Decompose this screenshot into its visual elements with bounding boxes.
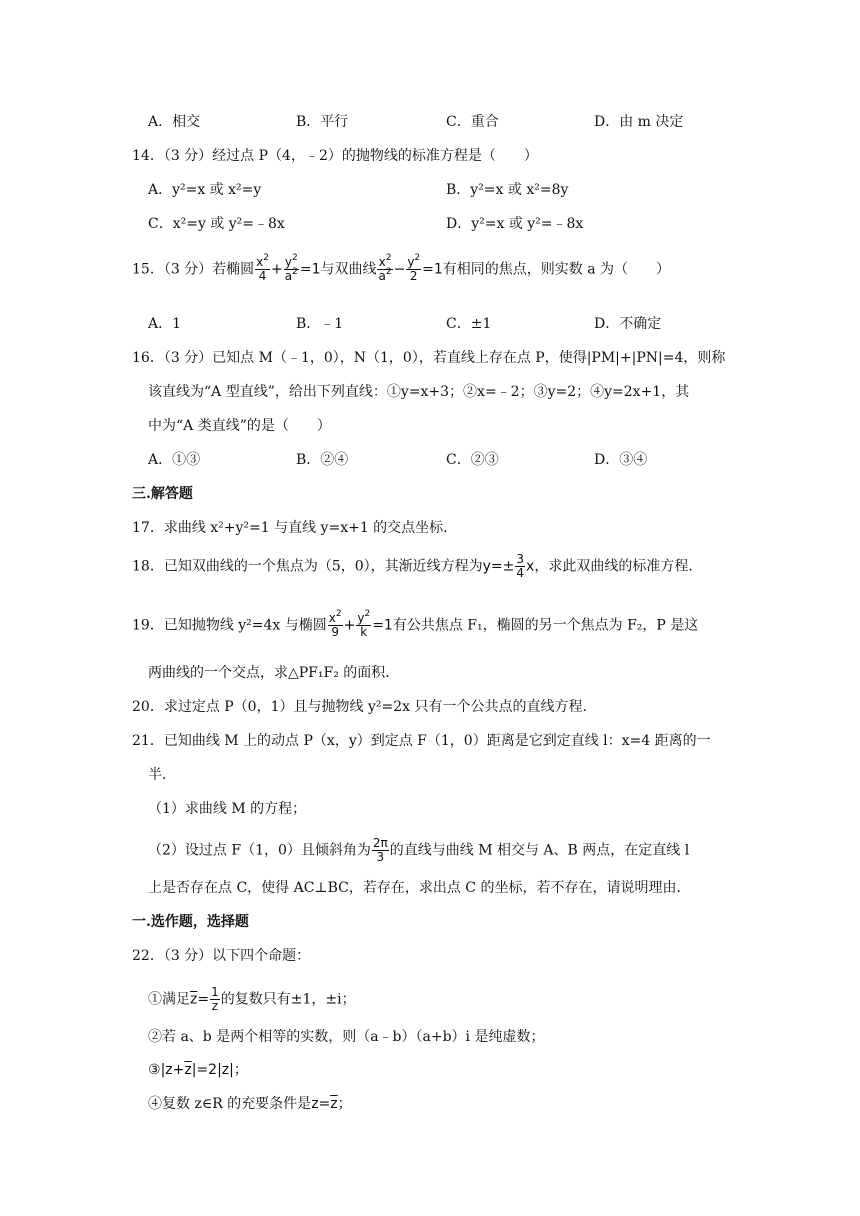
q22-item3: $③|z+\overline{z}|=2|z|$； <box>148 1062 248 1078</box>
q21-line3: 上是否存在点 C，使得 AC⊥BC，若存在，求出点 C 的坐标，若不存在，请说明理由． <box>148 880 691 896</box>
q14-stem: 14．（3 分）经过点 P（4，﹣2）的抛物线的标准方程是（ ） <box>132 148 538 164</box>
ellipse-y-term: $\frac{y^2}{a^2}$ <box>284 253 298 283</box>
q15-mid: 与双曲线 <box>320 261 377 278</box>
q16-line3: 中为“A 类直线”的是（ ） <box>148 418 331 434</box>
q13-option-b: B．平行 <box>296 114 349 130</box>
q15-option-c: C．±1 <box>446 316 492 332</box>
q13-option-d: D．由 m 决定 <box>594 114 684 130</box>
q19-suffix: 有公共焦点 F₁，椭圆的另一个焦点为 F₂，P 是这 <box>392 617 699 634</box>
q16-line2: 该直线为“A 型直线”，给出下列直线：①y=x+3；②x=﹣2；③y=2；④y=2x+1，其 <box>148 384 690 400</box>
q22-item4: ④复数 z∈R 的充要条件是$z=\overline{z}$； <box>148 1096 352 1112</box>
q21-line2: 半． <box>148 767 176 783</box>
q16-option-b: B．②④ <box>296 452 349 468</box>
q19-line2: 两曲线的一个交点，求△PF₁F₂ 的面积． <box>148 665 400 681</box>
q22-item1: ①满足$\overline{z}=$ $\frac{1}{z}$ 的复数只有±1，±i； <box>148 985 356 1013</box>
q15-option-d: D．不确定 <box>594 316 662 332</box>
reciprocal-z: $\frac{1}{z}$ <box>211 985 219 1013</box>
section-heading-optional: 一.选作题，选择题 <box>132 914 249 930</box>
q21-line1: 21．已知曲线 M 上的动点 P（x，y）到定点 F（1，0）距离是它到定直线 l：x=4 距离的一 <box>132 733 711 749</box>
q22-stem: 22．（3 分）以下四个命题： <box>132 948 311 964</box>
q22-item4-prefix: ④复数 z∈R 的充要条件是 <box>148 1096 312 1112</box>
q14-option-b: B．y²=x 或 x²=8y <box>446 182 569 198</box>
q16-option-c: C．②③ <box>446 452 499 468</box>
q14-option-c: C．x²=y 或 y²=﹣8x <box>148 216 285 232</box>
q19-ellipse-y-term: $\frac{y^2}{k}$ <box>357 609 371 639</box>
q18-text: 18．已知双曲线的一个焦点为（5，0），其渐近线方程为y=± $\frac{3}{4}$ x，求此双曲线的标准方程． <box>132 552 703 580</box>
q19-prefix: 19．已知抛物线 y²=4x 与椭圆 <box>132 617 327 634</box>
hyperbola-y-term: $\frac{y^2}{2}$ <box>407 253 421 283</box>
q22-item1-suffix: 的复数只有±1，±i； <box>220 991 356 1008</box>
q21-part2-suffix: 的直线与曲线 M 相交与 A、B 两点，在定直线 l <box>389 842 690 859</box>
q15-option-a: A．1 <box>148 316 182 332</box>
q21-part2 <box>148 837 689 864</box>
q16-option-a: A．①③ <box>148 452 201 468</box>
asymptote-slope: $\frac{3}{4}$ <box>516 552 525 580</box>
q19-ellipse-x-term: $\frac{x^2}{9}$ <box>328 609 342 639</box>
q15-suffix: 有相同的焦点，则实数 a 为（ ） <box>442 261 671 278</box>
section-heading-answers: 三.解答题 <box>132 486 193 502</box>
q21-part2-prefix: （2）设过点 F（1，0）且倾斜角为 <box>148 842 371 859</box>
q21-part1: （1）求曲线 M 的方程； <box>148 801 307 817</box>
q22-item3-suffix: ； <box>233 1062 248 1078</box>
q13-option-c: C．重合 <box>446 114 499 130</box>
q15-prefix: 15．（3 分）若椭圆 <box>132 261 255 278</box>
hyperbola-x-term: $\frac{x^2}{a^2}$ <box>378 253 392 283</box>
q17-text: 17．求曲线 x²+y²=1 与直线 y=x+1 的交点坐标． <box>132 520 458 536</box>
q13-option-a: A．相交 <box>148 114 201 130</box>
q19-text: 19．已知抛物线 y²=4x 与椭圆 $\frac{x^2}{9}$ + $\frac{y^2}{k}$ =1有公共焦点 F₁，椭圆的另一个焦点为 F₂，P 是这 <box>132 609 699 639</box>
q18-suffix: ，求此双曲线的标准方程． <box>534 558 703 575</box>
q14-option-d: D．y²=x 或 y²=﹣8x <box>446 216 584 232</box>
q22-item2: ②若 a、b 是两个相等的实数，则（a﹣b）（a+b）i 是纯虚数； <box>148 1029 545 1045</box>
incline-angle: $\frac{2\pi}{3}$ <box>372 836 388 864</box>
q14-option-a: A．y²=x 或 x²=y <box>148 182 262 198</box>
q15-stem: 15．（3 分）若椭圆 $\frac{x^2}{4}$ + $\frac{y^2}{a^2}$ =1与双曲线 $\frac{x^2}{a^2}$ − $\frac{y^2}{2}$ =1有相同的焦点，则实数 a 为（ ） <box>132 253 671 283</box>
q20-text: 20．求过定点 P（0，1）且与抛物线 y²=2x 只有一个公共点的直线方程． <box>132 699 597 715</box>
q22-item1-prefix: ①满足 <box>148 991 190 1008</box>
q16-line1: 16．（3 分）已知点 M（﹣1，0），N（1，0），若直线上存在点 P，使得|PM|+|PN|=4，则称 <box>132 350 726 366</box>
q18-prefix: 18．已知双曲线的一个焦点为（5，0），其渐近线方程为 <box>132 558 483 575</box>
q22-item4-suffix: ； <box>337 1096 352 1112</box>
ellipse-x-term: $\frac{x^2}{4}$ <box>256 253 270 283</box>
q16-option-d: D．③④ <box>594 452 648 468</box>
q22-item3-prefix: ③ <box>148 1062 161 1078</box>
q15-option-b: B．﹣1 <box>296 316 344 332</box>
